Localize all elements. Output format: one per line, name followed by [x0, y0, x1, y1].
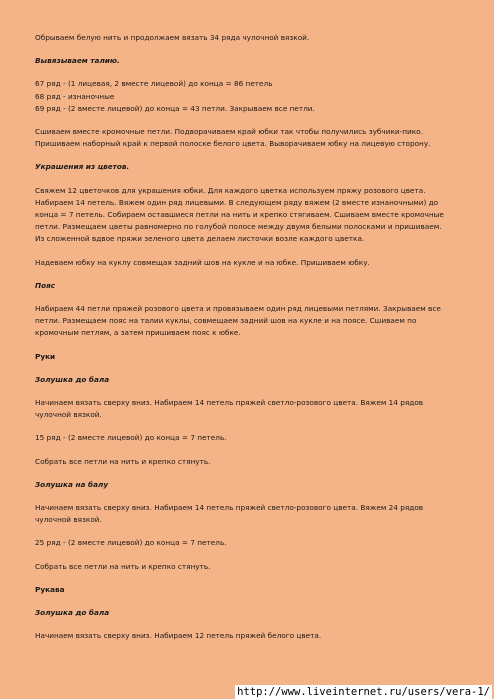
paragraph-line: петли. Размещаем цветы равномерно по голубой полосе между двумя белыми полосками и пришиваем. — [35, 222, 442, 232]
paragraph-line: Из сложенной вдвое пряжи зеленого цвета делаем листочки возле каждого цветка. — [35, 234, 365, 244]
document-body — [35, 32, 465, 643]
subheading-before-ball: Золушка до бала — [35, 374, 110, 384]
row-instruction: 15 ряд - (2 вместе лицевой) до конца = 7 петель. — [35, 433, 227, 443]
paragraph: Собрать все петли на нить и крепко стянуть. — [35, 561, 211, 571]
paragraph: Начинаем вязать сверху вниз. Набираем 12 петель пряжей белого цвета. — [35, 631, 322, 641]
section-heading-sleeves: Рукава — [35, 584, 65, 594]
row-instruction: 69 ряд - (2 вместе лицевой) до конца = 43 петли. Закрываем все петли. — [35, 103, 315, 113]
paragraph: Надеваем юбку на куклу совмещая задний шов на кукле и на юбке. Пришиваем юбку. — [35, 257, 370, 267]
paragraph-line: Начинаем вязать сверху вниз. Набираем 14 петель пряжей светло-розового цвета. Вяжем 14 рядов — [35, 398, 424, 408]
paragraph-line: петли. Размещаем пояс на талии куклы, совмещаем задний шов на кукле и на поясе. Сшиваем по — [35, 316, 417, 326]
paragraph-line: Сшиваем вместе кромочные петли. Подворачиваем край юбки так чтобы получились зубчики-пико. — [35, 127, 423, 137]
paragraph-line: Набираем 14 петель. Вяжем один ряд лицевыми. В следующем ряду вяжем (2 вместе изнаночными) до — [35, 197, 439, 207]
section-heading-flowers: Украшения из цветов. — [35, 162, 130, 172]
paragraph-line: чулочной вязкой. — [35, 515, 102, 525]
section-heading-arms: Руки — [35, 351, 56, 361]
section-heading-belt: Пояс — [35, 280, 56, 290]
paragraph: Собрать все петли на нить и крепко стянуть. — [35, 456, 211, 466]
paragraph-line: Начинаем вязать сверху вниз. Набираем 14 петель пряжей светло-розового цвета. Вяжем 24 рядов — [35, 503, 424, 513]
row-instruction: 67 ряд - (1 лицевая, 2 вместе лицевой) до конца = 86 петель — [35, 79, 273, 89]
paragraph-line: чулочной вязкой. — [35, 410, 102, 420]
subheading-at-ball: Золушка на балу — [35, 479, 109, 489]
paragraph-line: Набираем 44 петли пряжей розового цвета и провязываем один ряд лицевыми петлями. Закрываем все — [35, 304, 441, 314]
paragraph-line: Пришиваем наборный край к первой полоске белого цвета. Выворачиваем юбку на лицевую сторону. — [35, 139, 431, 149]
paragraph-line: Свяжем 12 цветочков для украшения юбки. Для каждого цветка используем пряжу розового цвета. — [35, 185, 426, 195]
subheading-before-ball: Золушка до бала — [35, 608, 110, 618]
row-instruction: 68 ряд - изнаночные — [35, 91, 115, 101]
paragraph: Обрываем белую нить и продолжаем вязать 34 ряда чулочной вязкой. — [35, 33, 310, 42]
row-instruction: 25 ряд - (2 вместе лицевой) до конца = 7 петель. — [35, 538, 227, 548]
section-heading-waist: Вывязываем талию. — [35, 56, 120, 66]
paragraph-line: кромочным петлям, а затем пришиваем пояс к юбке. — [35, 328, 241, 338]
source-url-link[interactable]: http://www.liveinternet.ru/users/vera-1/ — [237, 686, 490, 698]
paragraph-line: конца = 7 петель. Собираем оставшиеся петли на нить и крепко стягиваем. Сшиваем вместе кромочные — [35, 210, 444, 220]
